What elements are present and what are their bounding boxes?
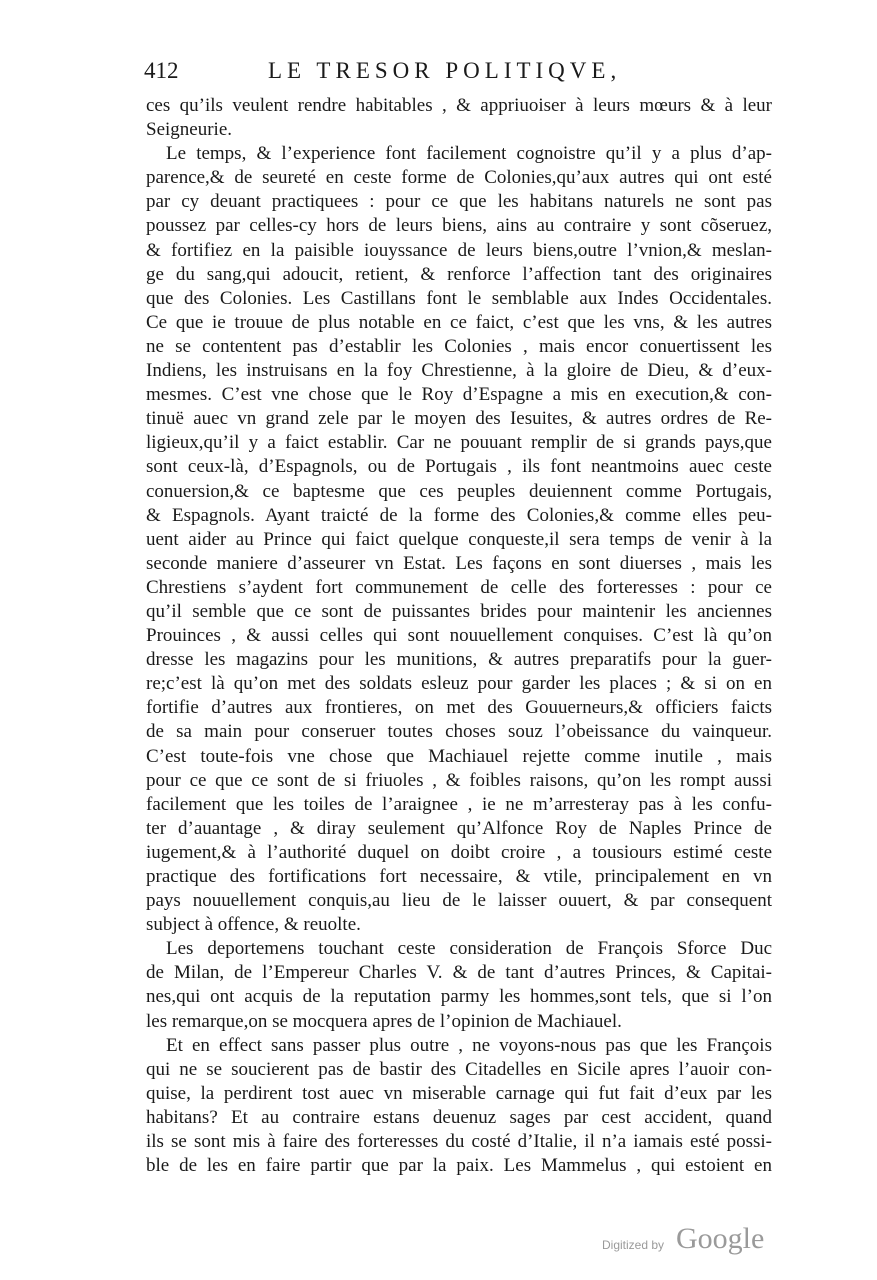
watermark-prefix: Digitized by [602,1238,665,1252]
text-line: les remarque,on se mocquera apres de l’opinion de Machiauel. [146,1010,622,1032]
page-header [144,58,784,92]
text-line: ble de les en faire partir que par la paix. Les Mammelus , qui estoient en [146,1155,772,1177]
text-line: Le temps, & l’experience font facilement cognoistre qu’il y a plus d’ap- [166,143,772,165]
text-line: Indiens, les instruisans en la foy Chrestienne, à la gloire de Dieu, & d’eux- [146,360,772,382]
text-line: que des Colonies. Les Castillans font le semblable aux Indes Occidentales. [146,287,772,309]
text-line: ne se contentent pas d’establir les Colonies , mais encor conuertissent les [146,335,772,357]
text-line: & Espagnols. Ayant traicté de la forme des Colonies,& comme elles peu- [146,504,772,526]
text-line: C’est toute-fois vne chose que Machiauel rejette comme inutile , mais [146,745,772,767]
text-line: parence,& de seureté en ceste forme de Colonies,qu’aux autres qui ont esté [146,167,772,189]
text-line: de Milan, de l’Empereur Charles V. & de tant d’autres Princes, & Capitai- [146,962,772,984]
text-line: iugement,& à l’authorité duquel on doibt croire , a tousiours estimé ceste [146,841,772,863]
text-line: habitans? Et au contraire estans deuenuz sages par cest accident, quand [146,1106,772,1128]
text-line: Les deportemens touchant ceste consideration de François Sforce Duc [166,938,772,960]
text-line: practique des fortifications fort necessaire, & vtile, principalement en vn [146,866,772,887]
text-line: sont ceux-là, d’Espagnols, ou de Portugais , ils font neantmoins auec ceste [146,456,772,478]
text-line: qui ne se soucierent pas de bastir des Citadelles en Sicile apres l’auoir con- [146,1058,772,1080]
text-line: nes,qui ont acquis de la reputation parmy les hommes,sont tels, que si l’on [146,986,772,1008]
text-line: Chrestiens s’aydent fort communement de celle des forteresses : pour ce [146,576,772,598]
text-line: seconde maniere d’asseurer vn Estat. Les façons en sont diuerses , mais les [146,552,772,574]
text-line: facilement que les toiles de l’araignee , ie ne m’arresteray pas à les confu- [146,793,772,815]
text-line: ils se sont mis à faire des forteresses du costé d’Italie, il n’a iamais esté possi- [146,1131,772,1153]
running-title: LE TRESOR POLITIQVE, [268,58,622,83]
text-line: poussez par celles-cy hors de leurs biens, ains au contraire y sont cõseruez, [146,215,772,237]
text-line: tinuë auec vn grand zele par le moyen des Iesuites, & autres ordres de Re- [146,408,772,430]
text-line: ter d’auantage , & diray seulement qu’Alfonce Roy de Naples Prince de [146,817,772,839]
text-line: uent aider au Prince qui faict quelque conqueste,il sera temps de venir à la [146,528,772,550]
text-line: fortifie d’autres aux frontieres, on met des Gouuerneurs,& officiers faicts [146,697,772,719]
text-line: pays nouuellement conquis,au lieu de le laisser ouuert, & par consequent [146,890,772,912]
text-line: re;c’est là qu’on met des soldats esleuz pour garder les places ; & si on en [146,673,772,695]
text-line: ligieux,qu’il y a faict establir. Car ne pouuant remplir de si grands pays,que [146,432,772,454]
body-text [146,94,772,1178]
text-line: quise, la perdirent tost auec vn miserable carnage qui fut fait d’eux par les [146,1082,772,1104]
watermark-brand: Google [676,1222,765,1255]
text-line: mesmes. C’est vne chose que le Roy d’Espagne a mis en execution,& con- [146,384,772,406]
text-line: pour ce que ce sont de si friuoles , & foibles raisons, qu’on les rompt aussi [146,769,772,791]
text-line: ces qu’ils veulent rendre habitables , & appriuoiser à leurs mœurs & à leur [146,95,772,116]
text-line: & fortifiez en la paisible iouyssance de leurs biens,outre l’vnion,& meslan- [146,239,772,261]
text-line: subject à offence, & reuolte. [146,914,361,936]
page-number: 412 [144,58,179,83]
text-line: Prouinces , & aussi celles qui sont nouuellement conquises. C’est là qu’on [146,625,772,647]
text-line: de sa main pour conseruer toutes choses souz l’obeissance du vainqueur. [146,721,772,743]
text-line: Seigneurie. [146,119,233,141]
text-line: Et en effect sans passer plus outre , ne voyons-nous pas que les François [166,1034,772,1056]
text-line: ge du sang,qui adoucit, retient, & renforce l’affection tant des originaires [146,263,772,285]
text-line: par cy deuant practiquees : pour ce que les habitans naturels ne sont pas [146,191,772,213]
text-line: conuersion,& ce baptesme que ces peuples deuiennent comme Portugais, [146,480,772,502]
text-line: dresse les magazins pour les munitions, & autres preparatifs pour la guer- [146,649,772,671]
digitized-by-google-watermark [602,1222,792,1262]
text-line: qu’il semble que ce sont de puissantes brides pour maintenir les anciennes [146,600,772,622]
text-line: Ce que ie trouue de plus notable en ce faict, c’est que les vns, & les autres [146,311,772,333]
